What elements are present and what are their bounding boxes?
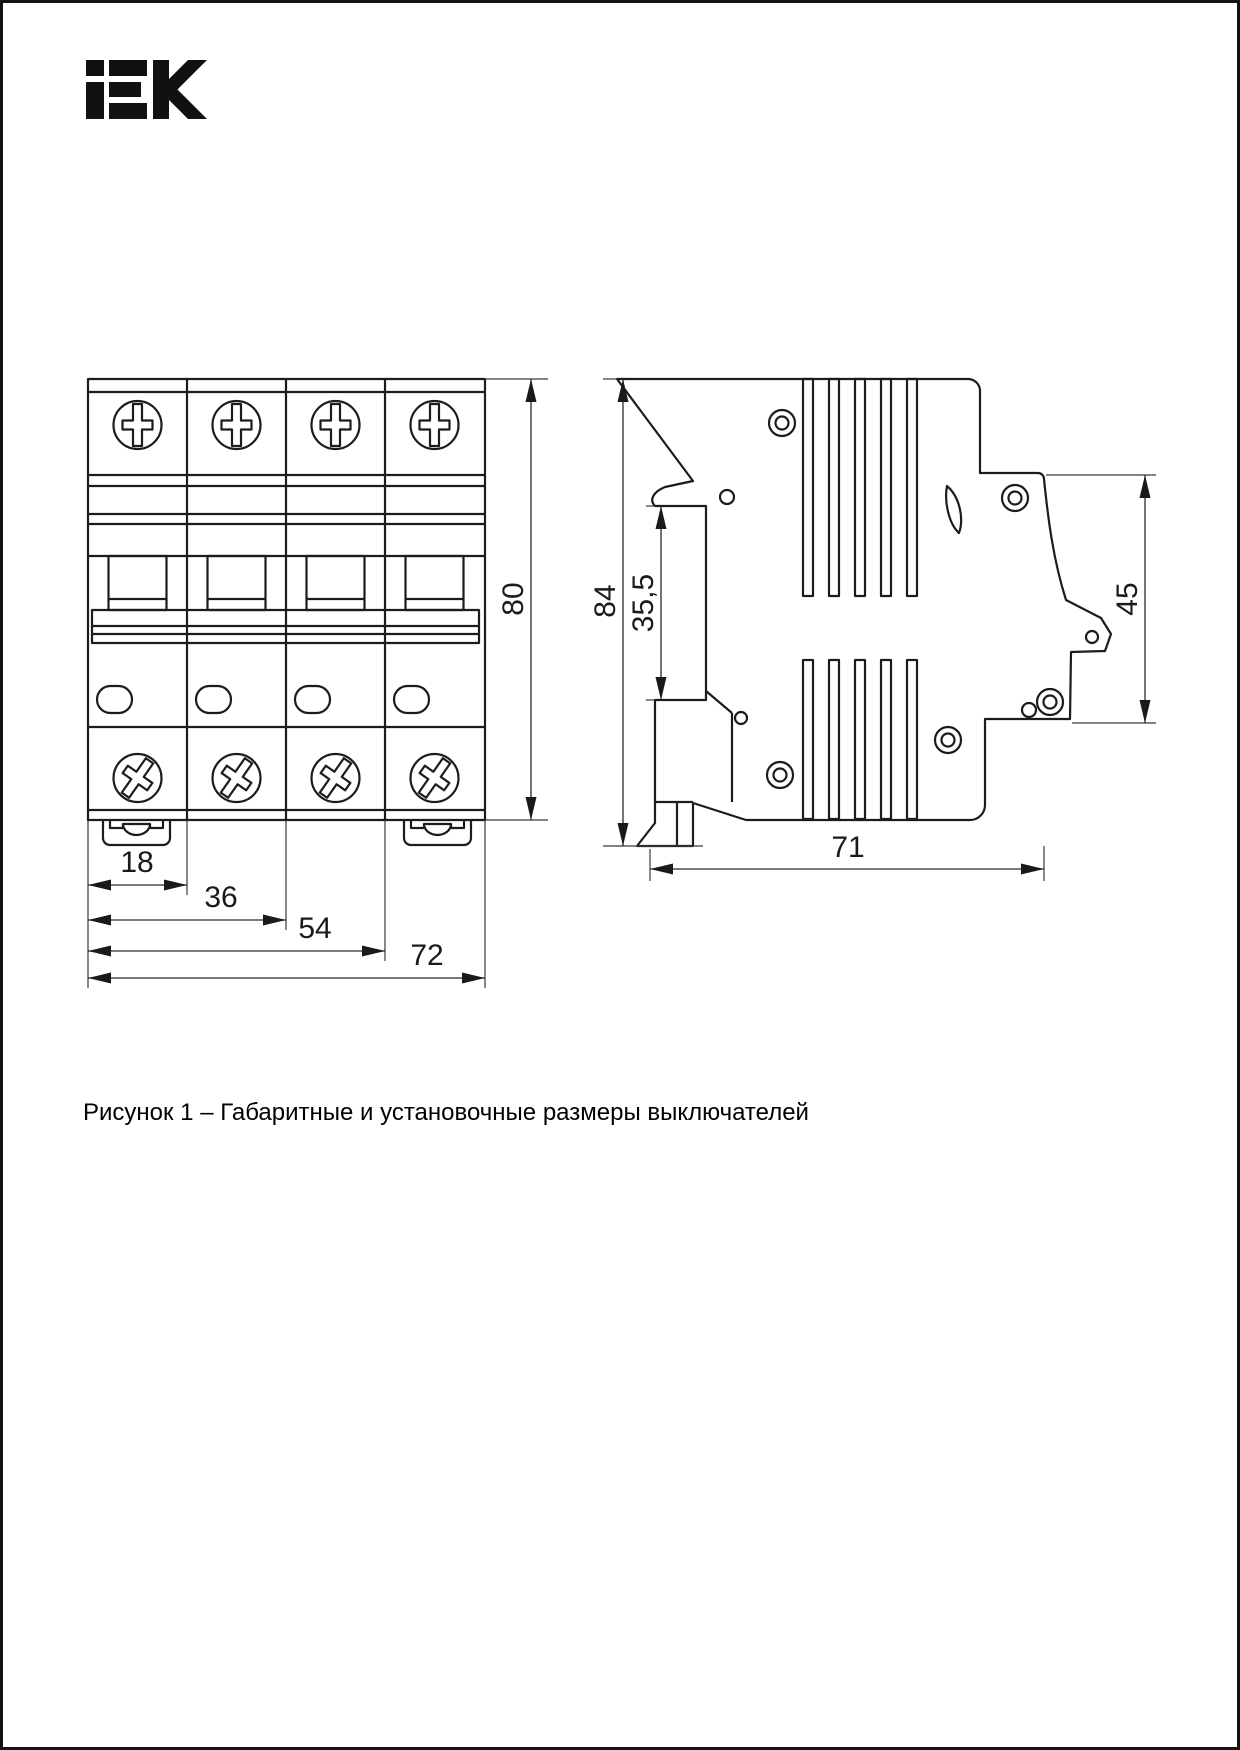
dim-80-label: 80 xyxy=(497,582,530,616)
iek-logo xyxy=(86,60,207,119)
dim-72-label: 72 xyxy=(410,939,444,972)
front-view-drawing xyxy=(88,379,548,988)
front-modules xyxy=(97,401,464,804)
dim-54-label: 54 xyxy=(298,912,332,945)
front-din-clips xyxy=(103,821,471,845)
dim-18-label: 18 xyxy=(120,846,154,879)
figure-caption: Рисунок 1 – Габаритные и установочные размеры выключателей xyxy=(83,1099,809,1126)
side-view-drawing xyxy=(589,379,1156,881)
dim-45-label: 45 xyxy=(1111,582,1144,616)
side-vents xyxy=(803,379,917,819)
front-dimensions xyxy=(88,379,548,988)
side-rivets xyxy=(767,410,1063,788)
dim-36-label: 36 xyxy=(204,881,238,914)
dimension-drawing xyxy=(3,3,1240,1750)
dim-35-5-label: 35,5 xyxy=(627,573,660,633)
dim-71-label: 71 xyxy=(831,831,865,864)
dim-84-label: 84 xyxy=(589,584,622,618)
